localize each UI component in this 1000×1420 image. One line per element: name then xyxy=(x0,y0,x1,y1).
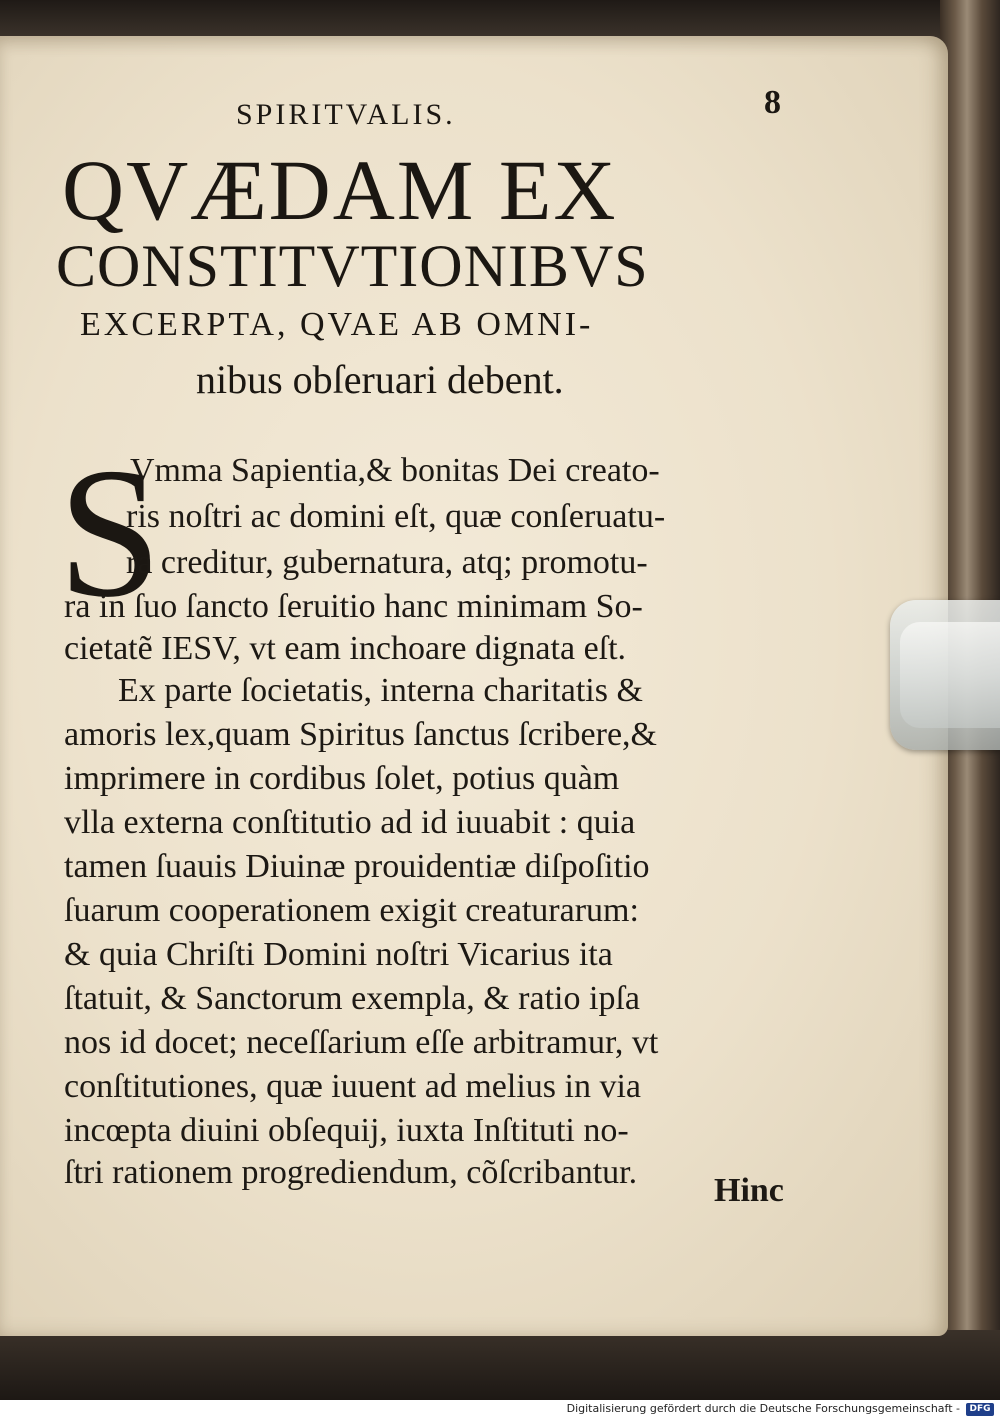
body-line: ra creditur, gubernatura, atq; promotu- xyxy=(126,544,648,581)
body-line: Ex parte ſocietatis, interna charitatis & xyxy=(118,672,643,709)
body-line: nos id docet; neceſſarium eſſe arbitramur, vt xyxy=(64,1024,659,1061)
body-line: ſtri rationem progrediendum, cõſcribantur. xyxy=(64,1154,638,1191)
body-line: conſtitutiones, quæ iuuent ad melius in via xyxy=(64,1068,641,1105)
page-clip-inner xyxy=(900,622,1000,728)
title-line-2: CONSTITVTIONIBVS xyxy=(56,233,649,299)
title-line-1: QVÆDAM EX xyxy=(62,142,618,238)
body-line: incœpta diuini obſequij, iuxta Inſtituti no- xyxy=(64,1112,629,1149)
body-line: ſtatuit, & Sanctorum exempla, & ratio ipſa xyxy=(64,980,640,1017)
body-line: imprimere in cordibus ſolet, potius quàm xyxy=(64,760,620,797)
body-line: Vmma Sapientia,& bonitas Dei creato- xyxy=(130,452,660,489)
body-line: ris noſtri ac domini eſt, quæ conſeruatu- xyxy=(126,498,666,535)
title-line-3: EXCERPTA, QVAE AB OMNI- xyxy=(80,306,594,343)
body-line: & quia Chriſti Domini noſtri Vicarius ita xyxy=(64,936,613,973)
title-line-4: nibus obſeruari debent. xyxy=(196,357,564,402)
body-line: cietatẽ IESV, vt eam inchoare dignata eſt. xyxy=(64,630,627,667)
body-line: ra in ſuo ſancto ſeruitio hanc minimam So- xyxy=(64,588,643,625)
page-clip xyxy=(890,600,1000,750)
page-number: 8 xyxy=(764,84,781,121)
footer-credit: Digitalisierung gefördert durch die Deutsche Forschungsgemeinschaft - xyxy=(566,1402,960,1415)
catchword: Hinc xyxy=(714,1172,784,1209)
dfg-logo: DFG xyxy=(966,1403,994,1416)
body-line: vlla externa conſtitutio ad id iuuabit : quia xyxy=(64,804,636,841)
running-head: SPIRITVALIS. xyxy=(236,98,456,131)
body-line: amoris lex,quam Spiritus ſanctus ſcribere,& xyxy=(64,716,657,753)
body-line: tamen ſuauis Diuinæ prouidentiæ diſpoſitio xyxy=(64,848,650,885)
book-edge-bottom xyxy=(0,1330,1000,1400)
drop-cap: S xyxy=(58,430,162,636)
book-edge-top xyxy=(0,0,1000,40)
body-line: ſuarum cooperationem exigit creaturarum: xyxy=(64,892,639,929)
